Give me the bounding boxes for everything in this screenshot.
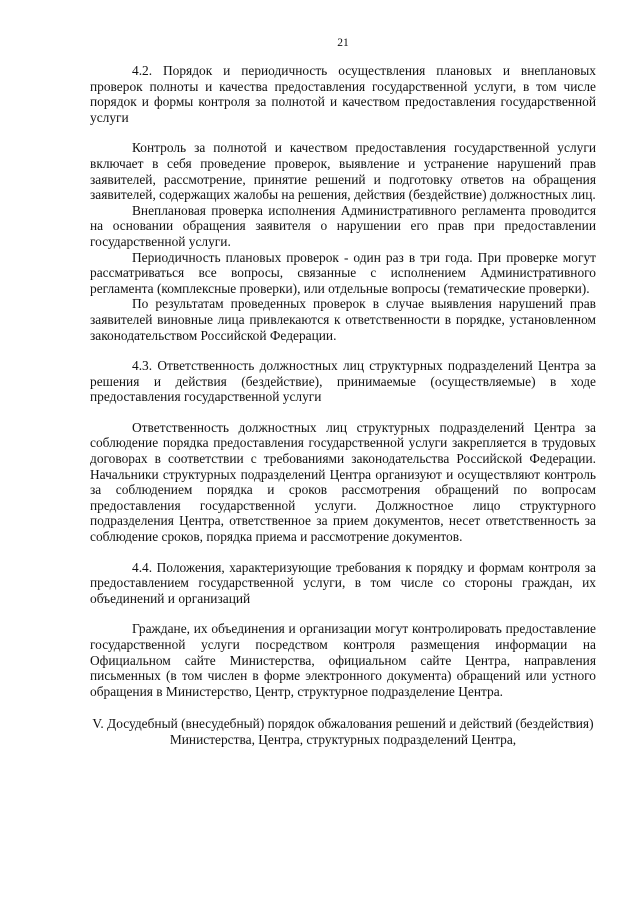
- section-v-title: V. Досудебный (внесудебный) порядок обжалования решений и действий (бездействия) Министерства, Центра, структурных подразделений Центра,: [92, 716, 594, 747]
- heading-4-4: 4.4. Положения, характеризующие требования к порядку и формам контроля за предоставлением государственной услуги, в том числе со стороны граждан, их объединений и организаций: [90, 559, 596, 606]
- page-number: 21: [337, 37, 349, 49]
- heading-4-3: 4.3. Ответственность должностных лиц структурных подразделений Центра за решения и действия (бездействие), принимаемые (осуществляемые) в ходе предоставления государственной услуги: [90, 358, 596, 405]
- paragraph-unscheduled-check: Внеплановая проверка исполнения Административного регламента проводится на основании обращения заявителя о нарушении его прав при предоставлении государственной услуги.: [90, 202, 596, 249]
- paragraph-check-results: По результатам проведенных проверок в случае выявления нарушений прав заявителей виновные лица привлекаются к ответственности в порядке, установленном законодательством Российской Федерации.: [90, 296, 596, 343]
- paragraph-citizen-control: Граждане, их объединения и организации могут контролировать предоставление государственной услуги посредством контроля размещения информации на Официальном сайте Министерства, официальном сайте Центра, направления письменных (в том числен в форме электронного документа) обращений или устного обращения в Министерство, Центр, структурное подразделение Центра.: [90, 621, 596, 699]
- heading-4-2: 4.2. Порядок и периодичность осуществления плановых и внеплановых проверок полноты и качества предоставления государственной услуги, в том числе порядок и формы контроля за полнотой и качеством предоставления государственной услуги: [90, 63, 596, 125]
- paragraph-check-periodicity: Периодичность плановых проверок - один раз в три года. При проверке могут рассматриваться все вопросы, связанные с исполнением Административного регламента (комплексные проверки), или отдельные вопросы (тематические проверки).: [90, 249, 596, 296]
- paragraph-officials-responsibility: Ответственность должностных лиц структурных подразделений Центра за соблюдение порядка предоставления государственной услуги закрепляется в трудовых договорах в соответствии с требованиями законодательства Российской Федерации. Начальники структурных подразделений Центра организуют и осуществляют контроль за соблюдением порядка и сроков рассмотрения обращений по вопросам предоставления государственной услуги. Должностное лицо структурного подразделения Центра, ответственное за прием документов, несет ответственность за соблюдение сроков, порядка приема и рассмотрение документов.: [90, 419, 596, 545]
- paragraph-control-scope: Контроль за полнотой и качеством предоставления государственной услуги включает в себя проведение проверок, выявление и устранение нарушений прав заявителей, рассмотрение, принятие решений и подготовку ответов на обращения заявителей, содержащих жалобы на решения, действия (бездействие) должностных лиц.: [90, 140, 596, 203]
